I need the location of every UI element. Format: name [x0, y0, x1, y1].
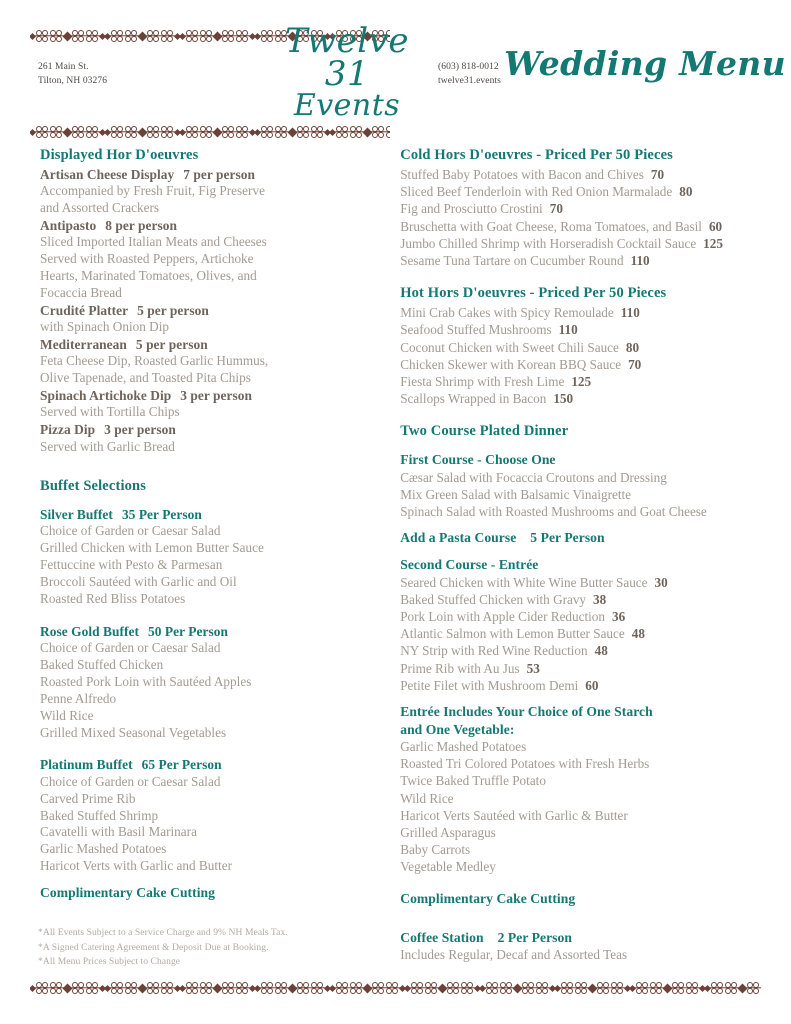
- spacer: [400, 269, 763, 284]
- item-label: Sliced Beef Tenderloin with Red Onion Marmalade: [400, 184, 673, 200]
- ornament-floral-icon: [297, 125, 310, 139]
- left-cake-cutting: Complimentary Cake Cutting: [40, 885, 215, 901]
- item-price: 110: [558, 322, 578, 338]
- ornament-motif-group: [105, 981, 180, 995]
- ornament-diamond-icon: [104, 984, 111, 991]
- item-price: 60: [585, 677, 599, 693]
- menu-item-description: with Spinach Onion Dip: [40, 319, 170, 335]
- spacer: [40, 456, 387, 477]
- item-price: 30: [654, 574, 668, 590]
- item-price: 3 per person: [180, 388, 253, 404]
- item-price: 5 per person: [135, 337, 208, 353]
- displayed-hors-items: [40, 166, 387, 455]
- buffet-item: Baked Stuffed Chicken: [40, 656, 164, 672]
- brand-website: twelve31.events: [438, 76, 501, 86]
- menu-item-name: [40, 217, 387, 234]
- ornament-floral-icon: [372, 981, 385, 995]
- ornament-floral-icon: [386, 981, 399, 995]
- ornament-motif-group: [105, 125, 180, 139]
- ornament-floral-icon: [336, 981, 349, 995]
- spacer: [40, 608, 387, 623]
- menu-line-item: [400, 339, 763, 356]
- item-price: 36: [611, 609, 626, 625]
- item-label: Petite Filet with Mushroom Demi: [400, 677, 579, 693]
- ornament-diamond-icon: [554, 984, 561, 991]
- first-course-items: [400, 469, 763, 520]
- menu-item-description: and Assorted Crackers: [40, 200, 160, 216]
- buffet-item: Haricot Verts with Garlic and Butter: [40, 858, 233, 874]
- ornament-floral-icon: [161, 125, 174, 139]
- buffet-item: Choice of Garden or Caesar Salad: [40, 639, 221, 655]
- ornament-floral-icon: [311, 981, 324, 995]
- ornament-diamond-icon: [329, 128, 336, 135]
- page-header: [0, 0, 791, 124]
- menu-line-item: [400, 304, 763, 321]
- menu-item-name: [40, 166, 387, 183]
- ornament-diamond-icon: [288, 983, 298, 993]
- menu-item-name: [40, 336, 387, 353]
- ornament-floral-icon: [522, 981, 535, 995]
- menu-line-item: [400, 183, 763, 200]
- ornament-floral-icon: [222, 125, 235, 139]
- item-label: Mini Crab Cakes with Spicy Remoulade: [400, 305, 614, 321]
- coffee-station-price: 2 Per Person: [497, 930, 572, 946]
- menu-item-description: Served with Garlic Bread: [40, 438, 175, 454]
- ornament-diamond-icon: [104, 128, 111, 135]
- ornament-floral-icon: [36, 125, 49, 139]
- spacer: [400, 908, 763, 929]
- item-price: 110: [630, 252, 650, 268]
- page-title: Wedding Menu: [504, 44, 786, 83]
- menu-line-item: Grilled Asparagus: [400, 824, 496, 840]
- ornament-motif-group: [30, 981, 105, 995]
- ornament-floral-icon: [36, 981, 49, 995]
- menu-line-item: [400, 574, 763, 591]
- buffet-block: [40, 756, 387, 875]
- pasta-course-label: Add a Pasta Course: [400, 530, 517, 546]
- ornament-floral-icon: [200, 981, 213, 995]
- item-label: Baked Stuffed Chicken with Gravy: [400, 591, 587, 607]
- menu-item-description: Hearts, Marinated Tomatoes, Olives, and: [40, 268, 257, 284]
- ornament-diamond-icon: [138, 127, 148, 137]
- ornament-motif-group: [30, 125, 105, 139]
- buffet-item: Fettuccine with Pesto & Parmesan: [40, 556, 223, 572]
- buffet-item: Grilled Mixed Seasonal Vegetables: [40, 724, 227, 740]
- address-line-2: Tilton, NH 03276: [38, 76, 108, 86]
- ornament-floral-icon: [650, 981, 663, 995]
- footnote-line: *All Events Subject to a Service Charge and 9% NH Meals Tax.: [38, 927, 288, 938]
- section-heading: Hot Hors D'oeuvres - Priced Per 50 Pieces: [400, 285, 667, 302]
- menu-item-description: Olive Tapenade, and Toasted Pita Chips: [40, 370, 251, 386]
- item-price: 70: [628, 356, 642, 372]
- ornament-floral-icon: [222, 981, 235, 995]
- ornament-divider-bottom: [30, 980, 761, 996]
- item-label: Sesame Tuna Tartare on Cucumber Round: [400, 252, 624, 268]
- buffet-label: Rose Gold Buffet: [40, 623, 139, 639]
- ornament-floral-icon: [611, 981, 624, 995]
- ornament-floral-icon: [711, 981, 724, 995]
- item-price: 80: [625, 339, 640, 355]
- ornament-floral-icon: [561, 981, 574, 995]
- buffet-label: Silver Buffet: [40, 506, 113, 522]
- buffet-item: Roasted Pork Loin with Sautéed Apples: [40, 673, 252, 689]
- ornament-floral-icon: [72, 981, 85, 995]
- buffet-price: 65 Per Person: [141, 757, 222, 773]
- subheading-first-course: First Course - Choose One: [400, 452, 556, 468]
- ornament-floral-icon: [672, 981, 685, 995]
- item-label: Atlantic Salmon with Lemon Butter Sauce: [400, 626, 625, 642]
- buffet-item: Garlic Mashed Potatoes: [40, 841, 167, 857]
- item-price: 48: [594, 643, 608, 659]
- address-line-1: 261 Main St.: [38, 62, 89, 73]
- brand-address: [30, 61, 262, 89]
- entree-includes-heading-line-2: and One Vegetable:: [400, 721, 515, 737]
- buffet-item: Choice of Garden or Caesar Salad: [40, 522, 221, 538]
- section-heading: Cold Hors D'oeuvres - Priced Per 50 Pieces: [400, 147, 673, 163]
- ornament-floral-icon: [500, 981, 513, 995]
- ornament-diamond-icon: [629, 984, 636, 991]
- ornament-motifs: [30, 980, 761, 996]
- item-price: 8 per person: [105, 218, 178, 234]
- spacer: [400, 407, 763, 422]
- coffee-station-desc: Includes Regular, Decaf and Assorted Teas: [400, 946, 628, 962]
- item-label: Seared Chicken with White Wine Butter Sauce: [400, 574, 648, 590]
- item-label: Crudité Platter: [40, 303, 129, 319]
- brand-row: [30, 21, 786, 124]
- item-label: NY Strip with Red Wine Reduction: [400, 643, 588, 659]
- spacer: [40, 875, 387, 884]
- menu-line-item: Cæsar Salad with Focaccia Croutons and Dressing: [400, 469, 667, 485]
- section-heading: Buffet Selections: [40, 477, 147, 494]
- menu-line-item: [400, 373, 763, 390]
- ornament-floral-icon: [747, 981, 760, 995]
- ornament-floral-icon: [597, 981, 610, 995]
- menu-line-item: Twice Baked Truffle Potato: [400, 773, 546, 789]
- ornament-floral-icon: [386, 125, 390, 139]
- buffet-list: [40, 506, 387, 876]
- ornament-diamond-icon: [513, 983, 523, 993]
- ornament-floral-icon: [725, 981, 738, 995]
- ornament-motif-group: [330, 125, 390, 139]
- ornament-diamond-icon: [288, 127, 298, 137]
- ornament-diamond-icon: [363, 127, 373, 137]
- ornament-floral-icon: [261, 125, 274, 139]
- menu-item-description: Served with Tortilla Chips: [40, 404, 180, 420]
- item-label: Scallops Wrapped in Bacon: [400, 390, 547, 406]
- ornament-floral-icon: [86, 981, 99, 995]
- menu-line-item: Mix Green Salad with Balsamic Vinaigrette: [400, 487, 632, 503]
- item-label: Chicken Skewer with Korean BBQ Sauce: [400, 356, 622, 372]
- menu-item-description: Focaccia Bread: [40, 285, 122, 301]
- buffet-price: 35 Per Person: [121, 506, 202, 522]
- ornament-diamond-icon: [479, 984, 486, 991]
- ornament-motif-group: [255, 981, 330, 995]
- item-label: Fiesta Shrimp with Fresh Lime: [400, 373, 565, 389]
- menu-line-item: [400, 252, 763, 269]
- ornament-motif-group: [405, 981, 480, 995]
- ornament-floral-icon: [686, 981, 699, 995]
- item-label: Mediterranean: [40, 337, 127, 353]
- ornament-diamond-icon: [179, 128, 186, 135]
- brand-name-line-1: Twelve 31: [285, 21, 409, 95]
- section-cold-hors-doeuvres: [400, 146, 763, 269]
- item-label: Artisan Cheese Display: [40, 167, 175, 183]
- coffee-station-label: Coffee Station: [400, 930, 484, 946]
- ornament-floral-icon: [161, 981, 174, 995]
- ornament-floral-icon: [147, 981, 160, 995]
- spacer: [40, 497, 387, 506]
- menu-line-item: [400, 321, 763, 338]
- entree-includes-heading-line-1: Entrée Includes Your Choice of One Starch: [400, 703, 653, 719]
- menu-line-item: [400, 218, 763, 235]
- ornament-diamond-icon: [363, 983, 373, 993]
- left-column: [30, 146, 395, 964]
- ornament-floral-icon: [86, 125, 99, 139]
- ornament-floral-icon: [461, 981, 474, 995]
- spacer: [400, 520, 763, 529]
- buffet-item: Grilled Chicken with Lemon Butter Sauce: [40, 539, 264, 555]
- ornament-floral-icon: [350, 125, 363, 139]
- menu-line-item: Spinach Salad with Roasted Mushrooms and Goat Cheese: [400, 504, 707, 520]
- ornament-floral-icon: [636, 981, 649, 995]
- ornament-diamond-icon: [404, 984, 411, 991]
- buffet-block: [40, 506, 387, 608]
- footnote-line: *All Menu Prices Subject to Change: [38, 956, 181, 968]
- menu-line-item: [400, 390, 763, 407]
- subheading-second-course: Second Course - Entrée: [400, 557, 539, 573]
- item-price: 70: [549, 201, 563, 217]
- section-heading: Displayed Hor D'oeuvres: [40, 147, 199, 163]
- buffet-item: Carved Prime Rib: [40, 790, 136, 806]
- item-price: 48: [631, 626, 645, 642]
- ornament-motif-group: [330, 981, 405, 995]
- item-label: Fig and Prosciutto Crostini: [400, 201, 543, 217]
- menu-item-description: Served with Roasted Peppers, Artichoke: [40, 251, 254, 267]
- entree-includes-items: [400, 738, 763, 875]
- ornament-floral-icon: [425, 981, 438, 995]
- menu-line-item: [400, 166, 763, 183]
- section-buffet-selections: [40, 477, 387, 876]
- ornament-diamond-icon: [213, 983, 223, 993]
- buffet-block: [40, 623, 387, 742]
- buffet-item: Cavatelli with Basil Marinara: [40, 824, 197, 840]
- item-price: 60: [708, 218, 723, 234]
- ornament-floral-icon: [311, 125, 324, 139]
- ornament-floral-icon: [50, 125, 63, 139]
- buffet-item: Baked Stuffed Shrimp: [40, 807, 159, 823]
- spacer: [400, 694, 763, 703]
- ornament-floral-icon: [200, 125, 213, 139]
- ornament-floral-icon: [372, 125, 385, 139]
- buffet-item: Wild Rice: [40, 707, 94, 723]
- ornament-floral-icon: [336, 125, 349, 139]
- menu-line-item: [400, 356, 763, 373]
- item-label: Stuffed Baby Potatoes with Bacon and Chives: [400, 167, 644, 183]
- buffet-name: [40, 506, 387, 523]
- menu-line-item: [400, 677, 763, 694]
- ornament-motif-group: [555, 981, 630, 995]
- ornament-floral-icon: [486, 981, 499, 995]
- menu-line-item: [400, 625, 763, 642]
- ornament-divider-header-bottom: [30, 124, 390, 140]
- menu-line-item: [400, 642, 763, 659]
- ornament-floral-icon: [111, 981, 124, 995]
- menu-line-item: [400, 660, 763, 677]
- menu-line-item: [400, 591, 763, 608]
- menu-item-name: [40, 421, 387, 438]
- buffet-name: [40, 756, 387, 773]
- brand-logo: [262, 21, 432, 124]
- item-price: 3 per person: [104, 422, 176, 438]
- item-price: 125: [703, 235, 723, 251]
- ornament-motifs: [30, 124, 390, 140]
- ornament-diamond-icon: [63, 127, 73, 137]
- footnote-line: *A Signed Catering Agreement & Deposit Due at Booking.: [38, 941, 269, 953]
- spacer: [40, 741, 387, 756]
- brand-phone: (603) 818-0012: [438, 62, 499, 73]
- ornament-floral-icon: [236, 125, 249, 139]
- ornament-motif-group: [180, 981, 255, 995]
- menu-item-description: Sliced Imported Italian Meats and Cheeses: [40, 234, 267, 250]
- pasta-course-price: 5 Per Person: [530, 530, 605, 546]
- item-price: 70: [650, 167, 665, 183]
- menu-item-description: Feta Cheese Dip, Roasted Garlic Hummus,: [40, 353, 269, 369]
- item-label: Spinach Artichoke Dip: [40, 388, 172, 404]
- second-course-items: [400, 574, 763, 694]
- item-price: 110: [620, 305, 640, 321]
- menu-line-item: Baby Carrots: [400, 842, 471, 858]
- section-hot-hors-doeuvres: [400, 284, 763, 407]
- ornament-floral-icon: [536, 981, 549, 995]
- ornament-floral-icon: [350, 981, 363, 995]
- ornament-diamond-icon: [588, 983, 598, 993]
- ornament-diamond-icon: [438, 983, 448, 993]
- item-price: 150: [553, 390, 574, 406]
- footnotes: [38, 926, 288, 970]
- ornament-motif-group: [480, 981, 555, 995]
- item-label: Pizza Dip: [40, 422, 96, 438]
- menu-line-item: Garlic Mashed Potatoes: [400, 739, 527, 755]
- ornament-diamond-icon: [138, 983, 148, 993]
- buffet-item: Roasted Red Bliss Potatoes: [40, 590, 186, 606]
- ornament-floral-icon: [297, 981, 310, 995]
- buffet-item: Broccoli Sautéed with Garlic and Oil: [40, 573, 237, 589]
- ornament-diamond-icon: [179, 984, 186, 991]
- ornament-floral-icon: [72, 125, 85, 139]
- ornament-diamond-icon: [704, 984, 711, 991]
- brand-name-line-2: Events: [293, 88, 401, 124]
- menu-item-name: [40, 387, 387, 404]
- ornament-diamond-icon: [254, 128, 261, 135]
- item-price: 53: [526, 660, 540, 676]
- ornament-motif-group: [705, 981, 761, 995]
- menu-body: [0, 146, 791, 964]
- menu-line-item: Wild Rice: [400, 790, 454, 806]
- ornament-diamond-icon: [63, 983, 73, 993]
- ornament-motif-group: [630, 981, 705, 995]
- ornament-floral-icon: [186, 125, 199, 139]
- right-cake-cutting: Complimentary Cake Cutting: [400, 891, 576, 907]
- ornament-diamond-icon: [329, 984, 336, 991]
- ornament-diamond-icon: [254, 984, 261, 991]
- menu-line-item: [400, 235, 763, 252]
- item-price: 80: [679, 184, 693, 200]
- item-label: Bruschetta with Goat Cheese, Roma Tomatoes, and Basil: [400, 218, 702, 234]
- buffet-item: Choice of Garden or Caesar Salad: [40, 773, 221, 789]
- ornament-floral-icon: [275, 981, 288, 995]
- ornament-motif-group: [180, 125, 255, 139]
- item-label: Prime Rib with Au Jus: [400, 660, 520, 676]
- right-column: [395, 146, 763, 964]
- item-price: 5 per person: [137, 303, 209, 319]
- menu-line-item: Haricot Verts Sautéed with Garlic & Butter: [400, 807, 628, 823]
- buffet-item: Penne Alfredo: [40, 690, 117, 706]
- ornament-diamond-icon: [738, 983, 748, 993]
- hot-hors-items: [400, 304, 763, 407]
- ornament-floral-icon: [575, 981, 588, 995]
- ornament-diamond-icon: [213, 127, 223, 137]
- ornament-floral-icon: [236, 981, 249, 995]
- coffee-station: [400, 929, 763, 947]
- item-label: Jumbo Chilled Shrimp with Horseradish Cocktail Sauce: [400, 235, 697, 251]
- item-price: 38: [593, 591, 607, 607]
- ornament-floral-icon: [186, 981, 199, 995]
- section-displayed-hors-doeuvres: [40, 146, 387, 456]
- menu-item-name: [40, 302, 387, 319]
- item-label: Seafood Stuffed Mushrooms: [400, 322, 552, 338]
- ornament-floral-icon: [111, 125, 124, 139]
- add-pasta-course: [400, 529, 763, 547]
- ornament-motif-group: [255, 125, 330, 139]
- ornament-floral-icon: [411, 981, 424, 995]
- spacer: [400, 547, 763, 556]
- ornament-floral-icon: [261, 981, 274, 995]
- menu-line-item: Roasted Tri Colored Potatoes with Fresh Herbs: [400, 756, 650, 772]
- spacer: [400, 875, 763, 890]
- item-price: 125: [571, 373, 592, 389]
- item-label: Coconut Chicken with Sweet Chili Sauce: [400, 339, 619, 355]
- ornament-floral-icon: [50, 981, 63, 995]
- item-price: 7 per person: [183, 167, 256, 183]
- ornament-floral-icon: [447, 981, 460, 995]
- menu-line-item: Vegetable Medley: [400, 859, 496, 875]
- spacer: [400, 442, 763, 451]
- ornament-floral-icon: [275, 125, 288, 139]
- menu-line-item: [400, 608, 763, 625]
- ornament-diamond-icon: [663, 983, 673, 993]
- menu-line-item: [400, 200, 763, 217]
- cold-hors-items: [400, 166, 763, 269]
- buffet-price: 50 Per Person: [148, 623, 228, 639]
- item-label: Antipasto: [40, 218, 97, 234]
- section-heading-plated-dinner: Two Course Plated Dinner: [400, 423, 569, 440]
- ornament-floral-icon: [147, 125, 160, 139]
- ornament-floral-icon: [125, 125, 138, 139]
- item-label: Pork Loin with Apple Cider Reduction: [400, 609, 605, 625]
- buffet-name: [40, 623, 387, 640]
- ornament-floral-icon: [125, 981, 138, 995]
- buffet-label: Platinum Buffet: [40, 757, 133, 773]
- menu-item-description: Accompanied by Fresh Fruit, Fig Preserve: [40, 183, 265, 199]
